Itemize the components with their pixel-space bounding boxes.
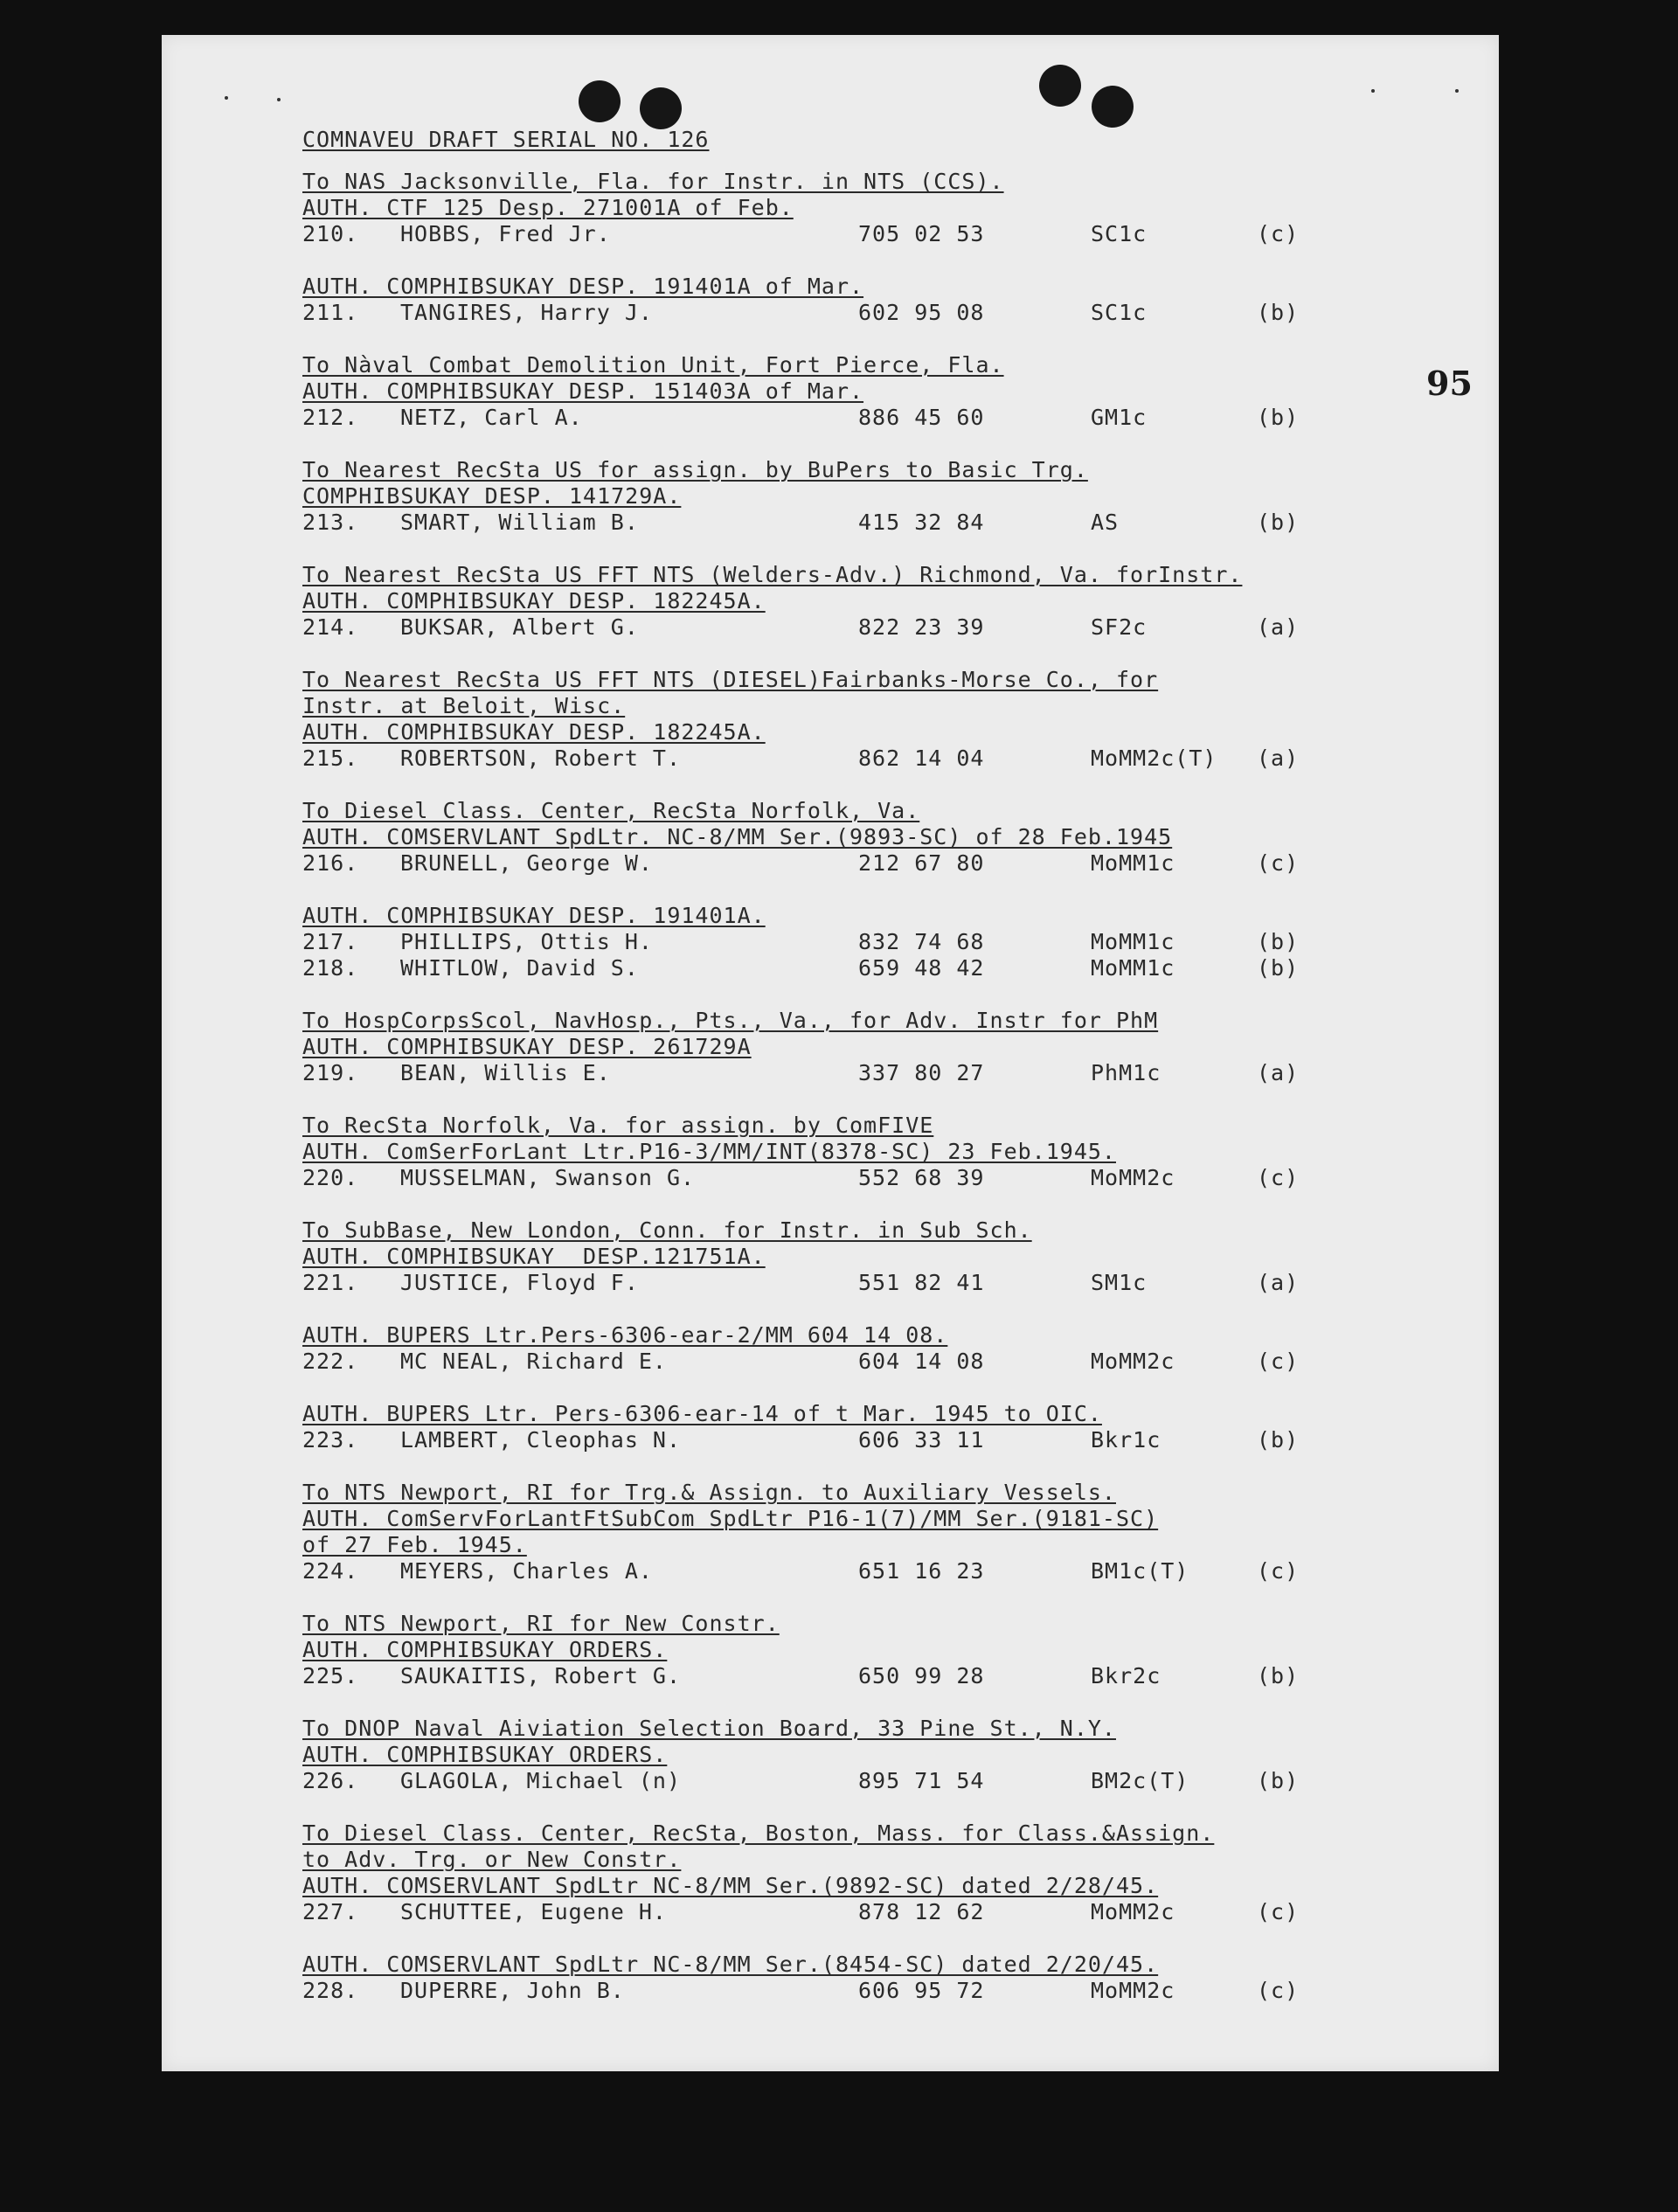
draft-group <box>302 274 1439 326</box>
entry-rate: MoMM2c <box>1091 1899 1175 1924</box>
entry-number: 215. <box>302 745 359 771</box>
entry-code: (a) <box>1257 745 1300 771</box>
personnel-entry <box>302 1060 1439 1086</box>
entry-name: BUKSAR, Albert G. <box>400 614 639 640</box>
entry-service-number: 659 48 42 <box>858 955 985 981</box>
authority-line: To Nearest RecSta US FFT NTS (Welders-Adv.) Richmond, Va. forInstr. <box>302 562 1243 587</box>
authority-line: To HospCorpsScol, NavHosp., Pts., Va., for Adv. Instr for PhM <box>302 1008 1159 1033</box>
authority-line: AUTH. COMPHIBSUKAY DESP. 182245A. <box>302 719 766 745</box>
entry-code: (a) <box>1257 1270 1300 1295</box>
draft-group <box>302 1322 1439 1375</box>
entry-number: 228. <box>302 1978 359 2003</box>
draft-group <box>302 1820 1439 1925</box>
entry-name: MUSSELMAN, Swanson G. <box>400 1165 696 1190</box>
entry-rate: MoMM2c <box>1091 1978 1175 2003</box>
authority-line: AUTH. COMPHIBSUKAY DESP. 151403A of Mar. <box>302 378 864 404</box>
entry-rate: Bkr2c <box>1091 1663 1161 1688</box>
draft-group <box>302 1952 1439 2004</box>
punch-hole <box>579 80 621 122</box>
entry-code: (c) <box>1257 1349 1300 1374</box>
entry-code: (b) <box>1257 1768 1300 1793</box>
authority-line: AUTH. BUPERS Ltr.Pers-6306-ear-2/MM 604 14 08. <box>302 1322 948 1348</box>
entry-number: 216. <box>302 850 359 876</box>
entry-service-number: 604 14 08 <box>858 1349 985 1374</box>
personnel-entry <box>302 221 1439 247</box>
punch-hole <box>1039 65 1081 107</box>
entry-number: 213. <box>302 510 359 535</box>
entry-rate: BM2c(T) <box>1091 1768 1189 1793</box>
entry-service-number: 895 71 54 <box>858 1768 985 1793</box>
draft-group <box>302 1611 1439 1689</box>
entry-code: (c) <box>1257 1899 1300 1924</box>
entry-service-number: 886 45 60 <box>858 405 985 430</box>
entry-code: (b) <box>1257 929 1300 954</box>
entry-name: MC NEAL, Richard E. <box>400 1349 667 1374</box>
draft-group <box>302 1716 1439 1794</box>
entry-number: 220. <box>302 1165 359 1190</box>
entry-service-number: 606 95 72 <box>858 1978 985 2003</box>
personnel-entry <box>302 1663 1439 1689</box>
draft-group <box>302 1113 1439 1191</box>
entry-name: PHILLIPS, Ottis H. <box>400 929 653 954</box>
authority-line: To Nearest RecSta US for assign. by BuPers to Basic Trg. <box>302 457 1088 482</box>
draft-group <box>302 1217 1439 1296</box>
entry-code: (c) <box>1257 221 1300 246</box>
authority-line: To Nearest RecSta US FFT NTS (DIESEL)Fairbanks-Morse Co., for <box>302 667 1159 692</box>
entry-service-number: 606 33 11 <box>858 1427 985 1453</box>
draft-group <box>302 169 1439 247</box>
personnel-entry <box>302 850 1439 877</box>
entry-number: 211. <box>302 300 359 325</box>
entry-rate: SC1c <box>1091 300 1148 325</box>
authority-line: AUTH. COMPHIBSUKAY ORDERS. <box>302 1742 668 1767</box>
authority-line: AUTH. COMPHIBSUKAY ORDERS. <box>302 1637 668 1662</box>
authority-line: AUTH. ComServForLantFtSubCom SpdLtr P16-1(7)/MM Ser.(9181-SC) <box>302 1506 1159 1531</box>
entry-number: 226. <box>302 1768 359 1793</box>
entry-name: MEYERS, Charles A. <box>400 1558 653 1584</box>
draft-group <box>302 798 1439 877</box>
authority-line: Instr. at Beloit, Wisc. <box>302 693 626 718</box>
entry-name: BEAN, Willis E. <box>400 1060 611 1085</box>
personnel-entry <box>302 510 1439 536</box>
authority-line: To RecSta Norfolk, Va. for assign. by ComFIVE <box>302 1113 934 1138</box>
entry-code: (c) <box>1257 1558 1300 1584</box>
entry-service-number: 212 67 80 <box>858 850 985 876</box>
entry-rate: PhM1c <box>1091 1060 1161 1085</box>
authority-line: AUTH. COMPHIBSUKAY DESP. 182245A. <box>302 588 766 614</box>
entry-name: WHITLOW, David S. <box>400 955 639 981</box>
authority-line: AUTH. COMPHIBSUKAY DESP. 261729A <box>302 1034 752 1059</box>
draft-groups <box>302 169 1439 2004</box>
entry-service-number: 832 74 68 <box>858 929 985 954</box>
entry-name: SAUKAITIS, Robert G. <box>400 1663 682 1688</box>
personnel-entry <box>302 929 1439 955</box>
entry-number: 212. <box>302 405 359 430</box>
personnel-entry <box>302 614 1439 641</box>
entry-rate: MoMM1c <box>1091 955 1175 981</box>
authority-line: AUTH. COMPHIBSUKAY DESP. 191401A of Mar. <box>302 274 864 299</box>
authority-line: To NTS Newport, RI for Trg.& Assign. to Auxiliary Vessels. <box>302 1480 1116 1505</box>
entry-service-number: 552 68 39 <box>858 1165 985 1190</box>
entry-service-number: 651 16 23 <box>858 1558 985 1584</box>
draft-group <box>302 667 1439 772</box>
authority-line: To Nàval Combat Demolition Unit, Fort Pierce, Fla. <box>302 352 1004 378</box>
personnel-entry <box>302 1558 1439 1584</box>
entry-service-number: 337 80 27 <box>858 1060 985 1085</box>
authority-line: to Adv. Trg. or New Constr. <box>302 1847 682 1872</box>
page-number: 95 <box>1426 364 1473 403</box>
entry-number: 219. <box>302 1060 359 1085</box>
entry-code: (b) <box>1257 1663 1300 1688</box>
entry-name: HOBBS, Fred Jr. <box>400 221 611 246</box>
punch-hole <box>640 87 682 129</box>
entry-number: 224. <box>302 1558 359 1584</box>
entry-code: (b) <box>1257 405 1300 430</box>
entry-name: ROBERTSON, Robert T. <box>400 745 682 771</box>
entry-number: 217. <box>302 929 359 954</box>
personnel-entry <box>302 955 1439 981</box>
personnel-entry <box>302 1427 1439 1453</box>
entry-code: (a) <box>1257 1060 1300 1085</box>
authority-line: AUTH. COMSERVLANT SpdLtr NC-8/MM Ser.(8454-SC) dated 2/20/45. <box>302 1952 1159 1977</box>
personnel-entry <box>302 300 1439 326</box>
entry-name: JUSTICE, Floyd F. <box>400 1270 639 1295</box>
entry-name: NETZ, Carl A. <box>400 405 583 430</box>
entry-number: 210. <box>302 221 359 246</box>
draft-group <box>302 1401 1439 1453</box>
authority-line: AUTH. CTF 125 Desp. 271001A of Feb. <box>302 195 794 220</box>
entry-code: (c) <box>1257 1978 1300 2003</box>
entry-rate: SC1c <box>1091 221 1148 246</box>
draft-group <box>302 903 1439 981</box>
paper-speck <box>225 96 228 100</box>
entry-number: 221. <box>302 1270 359 1295</box>
authority-line: To NTS Newport, RI for New Constr. <box>302 1611 780 1636</box>
draft-listing <box>302 127 1439 2030</box>
entry-code: (c) <box>1257 1165 1300 1190</box>
entry-code: (b) <box>1257 300 1300 325</box>
entry-service-number: 822 23 39 <box>858 614 985 640</box>
entry-code: (b) <box>1257 1427 1300 1453</box>
entry-name: GLAGOLA, Michael (n) <box>400 1768 682 1793</box>
entry-rate: SF2c <box>1091 614 1148 640</box>
entry-rate: MoMM2c <box>1091 1165 1175 1190</box>
authority-line: To NAS Jacksonville, Fla. for Instr. in NTS (CCS). <box>302 169 1004 194</box>
personnel-entry <box>302 745 1439 772</box>
draft-group <box>302 562 1439 641</box>
entry-name: TANGIRES, Harry J. <box>400 300 653 325</box>
personnel-entry <box>302 1349 1439 1375</box>
entry-service-number: 878 12 62 <box>858 1899 985 1924</box>
personnel-entry <box>302 1978 1439 2004</box>
draft-group <box>302 1008 1439 1086</box>
authority-line: AUTH. COMPHIBSUKAY DESP. 191401A. <box>302 903 766 928</box>
entry-rate: AS <box>1091 510 1120 535</box>
personnel-entry <box>302 405 1439 431</box>
entry-service-number: 551 82 41 <box>858 1270 985 1295</box>
entry-name: LAMBERT, Cleophas N. <box>400 1427 682 1453</box>
entry-code: (b) <box>1257 510 1300 535</box>
entry-service-number: 415 32 84 <box>858 510 985 535</box>
entry-number: 222. <box>302 1349 359 1374</box>
punch-hole <box>1092 86 1134 128</box>
authority-line: To SubBase, New London, Conn. for Instr. in Sub Sch. <box>302 1217 1032 1243</box>
paper-speck <box>1455 89 1459 93</box>
entry-number: 227. <box>302 1899 359 1924</box>
personnel-entry <box>302 1768 1439 1794</box>
authority-line: AUTH. BUPERS Ltr. Pers-6306-ear-14 of t Mar. 1945 to OIC. <box>302 1401 1102 1426</box>
authority-line: of 27 Feb. 1945. <box>302 1532 527 1557</box>
entry-name: SCHUTTEE, Eugene H. <box>400 1899 667 1924</box>
entry-rate: MoMM1c <box>1091 929 1175 954</box>
personnel-entry <box>302 1899 1439 1925</box>
entry-service-number: 705 02 53 <box>858 221 985 246</box>
paper-speck <box>277 98 281 101</box>
authority-line: AUTH. COMPHIBSUKAY DESP.121751A. <box>302 1244 766 1269</box>
entry-number: 214. <box>302 614 359 640</box>
entry-name: BRUNELL, George W. <box>400 850 653 876</box>
entry-service-number: 862 14 04 <box>858 745 985 771</box>
entry-rate: SM1c <box>1091 1270 1148 1295</box>
authority-line: To Diesel Class. Center, RecSta Norfolk, Va. <box>302 798 920 823</box>
paper-speck <box>1371 89 1375 93</box>
personnel-entry <box>302 1165 1439 1191</box>
authority-line: COMPHIBSUKAY DESP. 141729A. <box>302 483 682 509</box>
authority-line: AUTH. ComSerForLant Ltr.P16-3/MM/INT(8378-SC) 23 Feb.1945. <box>302 1139 1116 1164</box>
entry-service-number: 650 99 28 <box>858 1663 985 1688</box>
entry-rate: BM1c(T) <box>1091 1558 1189 1584</box>
authority-line: To Diesel Class. Center, RecSta, Boston, Mass. for Class.&Assign. <box>302 1820 1215 1846</box>
entry-number: 225. <box>302 1663 359 1688</box>
draft-group <box>302 457 1439 536</box>
entry-name: DUPERRE, John B. <box>400 1978 625 2003</box>
authority-line: AUTH. COMSERVLANT SpdLtr NC-8/MM Ser.(9892-SC) dated 2/28/45. <box>302 1873 1159 1898</box>
entry-rate: MoMM1c <box>1091 850 1175 876</box>
personnel-entry <box>302 1270 1439 1296</box>
authority-line: To DNOP Naval Aiviation Selection Board, 33 Pine St., N.Y. <box>302 1716 1116 1741</box>
draft-group <box>302 1480 1439 1584</box>
entry-code: (a) <box>1257 614 1300 640</box>
entry-name: SMART, William B. <box>400 510 639 535</box>
entry-number: 223. <box>302 1427 359 1453</box>
document-header: COMNAVEU DRAFT SERIAL NO. 126 <box>302 127 710 152</box>
entry-rate: MoMM2c(T) <box>1091 745 1217 771</box>
authority-line: AUTH. COMSERVLANT SpdLtr. NC-8/MM Ser.(9893-SC) of 28 Feb.1945 <box>302 824 1173 849</box>
entry-code: (b) <box>1257 955 1300 981</box>
entry-rate: MoMM2c <box>1091 1349 1175 1374</box>
entry-code: (c) <box>1257 850 1300 876</box>
entry-rate: Bkr1c <box>1091 1427 1161 1453</box>
entry-service-number: 602 95 08 <box>858 300 985 325</box>
entry-number: 218. <box>302 955 359 981</box>
draft-group <box>302 352 1439 431</box>
entry-rate: GM1c <box>1091 405 1148 430</box>
